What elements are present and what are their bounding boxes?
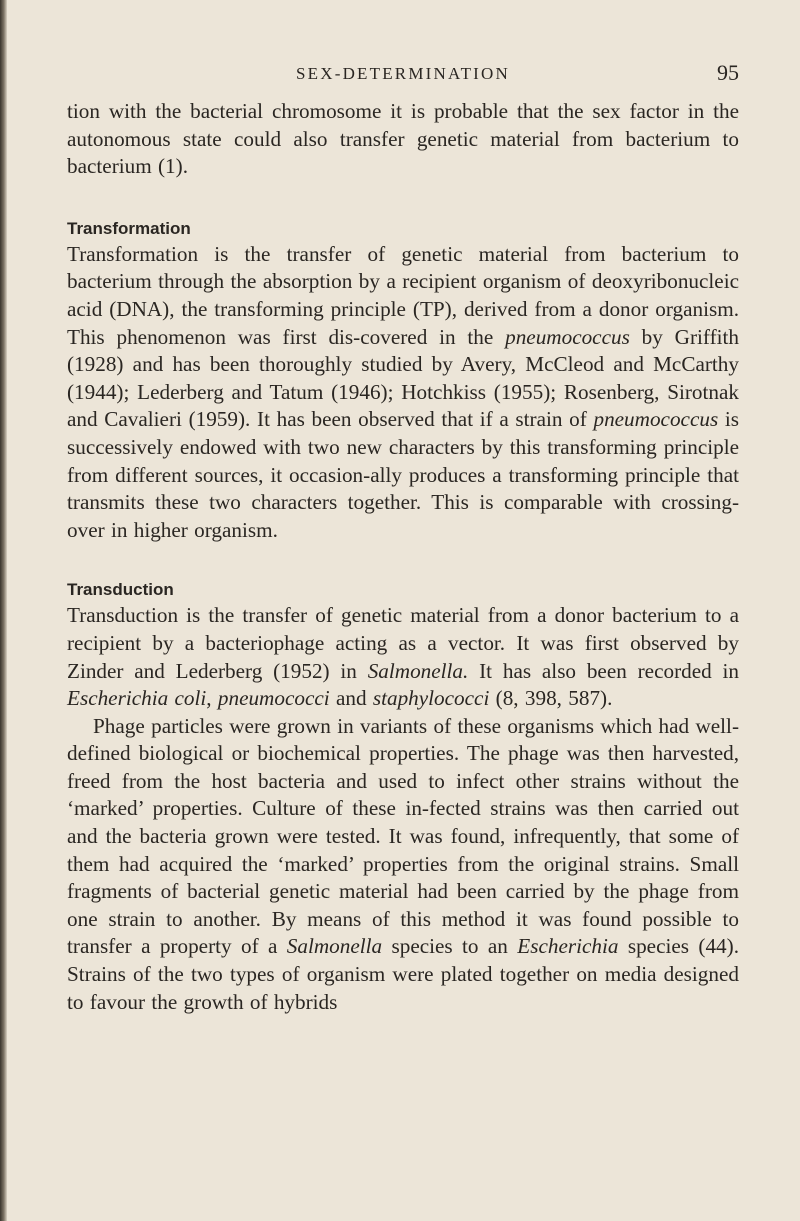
italic-term: Salmonella	[286, 934, 383, 959]
text-run: Transduction is the transfer of genetic material from a donor bacterium to a recipient by a bacteriophage acting as a vector. It was first observed by Zinder and Lederberg (1952) in	[67, 603, 739, 683]
heading-transduction: Transduction	[67, 580, 174, 600]
text-run: Transformation is the transfer of genetic material from bacterium to bacterium through the absorption by a recipient organism of deoxyribonucleic acid (DNA), the transforming principle (TP), derived from a donor organism. This phenomenon was first dis-covered in the	[67, 241, 739, 349]
italic-term: Escherichia coli	[67, 686, 207, 711]
text-run: species (44). Strains of the two types of organism were plated together on media designed to favour the growth of hybrids	[67, 934, 739, 1014]
running-head	[67, 56, 739, 96]
text-run: species to an	[382, 934, 518, 959]
italic-term: pneumococcus	[593, 407, 719, 432]
italic-term: staphylococci	[372, 686, 490, 711]
transformation-paragraph	[67, 241, 739, 545]
transduction-paragraph-2	[67, 713, 739, 1017]
section-transformation	[67, 217, 739, 545]
text-run: It has also been recorded in	[468, 658, 739, 683]
italic-term: Escherichia	[517, 934, 619, 959]
section-transduction	[67, 578, 739, 1016]
book-page	[67, 56, 739, 1016]
italic-term: pneumococcus	[505, 324, 630, 349]
text-run: (8, 398, 587).	[489, 686, 613, 711]
page-number: 95	[717, 60, 739, 85]
heading-transformation: Transformation	[67, 218, 191, 238]
italic-term: pneumococci	[217, 686, 330, 711]
text-run: by Griffith (1928) and has been thoroughly studied by Avery, McCleod and McCarthy (1944); Lederberg and Tatum (1946); Hotchkiss (1955); Rosenberg, Sirotnak and Cavalieri (1959). It has been observed that if a strain of	[67, 324, 740, 432]
italic-term: Salmonella.	[367, 658, 469, 683]
text-run: and	[329, 686, 373, 711]
intro-paragraph: tion with the bacterial chromosome it is probable that the sex factor in the autonomous state could also transfer genetic material from bacterium to bacterium (1).	[67, 99, 739, 179]
text-run: ,	[206, 686, 218, 711]
transduction-paragraph-1	[67, 602, 739, 712]
text-run: is successively endowed with two new characters by this transforming principle from different sources, it occasion-ally produces a transforming principle that transmits these two characters together. This is comparable with crossing-over in higher organism.	[67, 407, 739, 542]
running-title: SEX-DETERMINATION	[296, 64, 510, 83]
book-spine-shadow	[0, 0, 7, 1221]
text-run: Phage particles were grown in variants of these organisms which had well-defined biological or biochemical properties. The phage was then harvested, freed from the host bacteria and used to infect other strains without the ‘marked’ properties. Culture of these in-fected strains was then carried out and the bacteria grown were tested. It was found, infrequently, that some of them had acquired the ‘marked’ properties from the original strains. Small fragments of bacterial genetic material had been carried by the phage from one strain to another. By means of this method it was found possible to transfer a property of a	[67, 713, 739, 959]
